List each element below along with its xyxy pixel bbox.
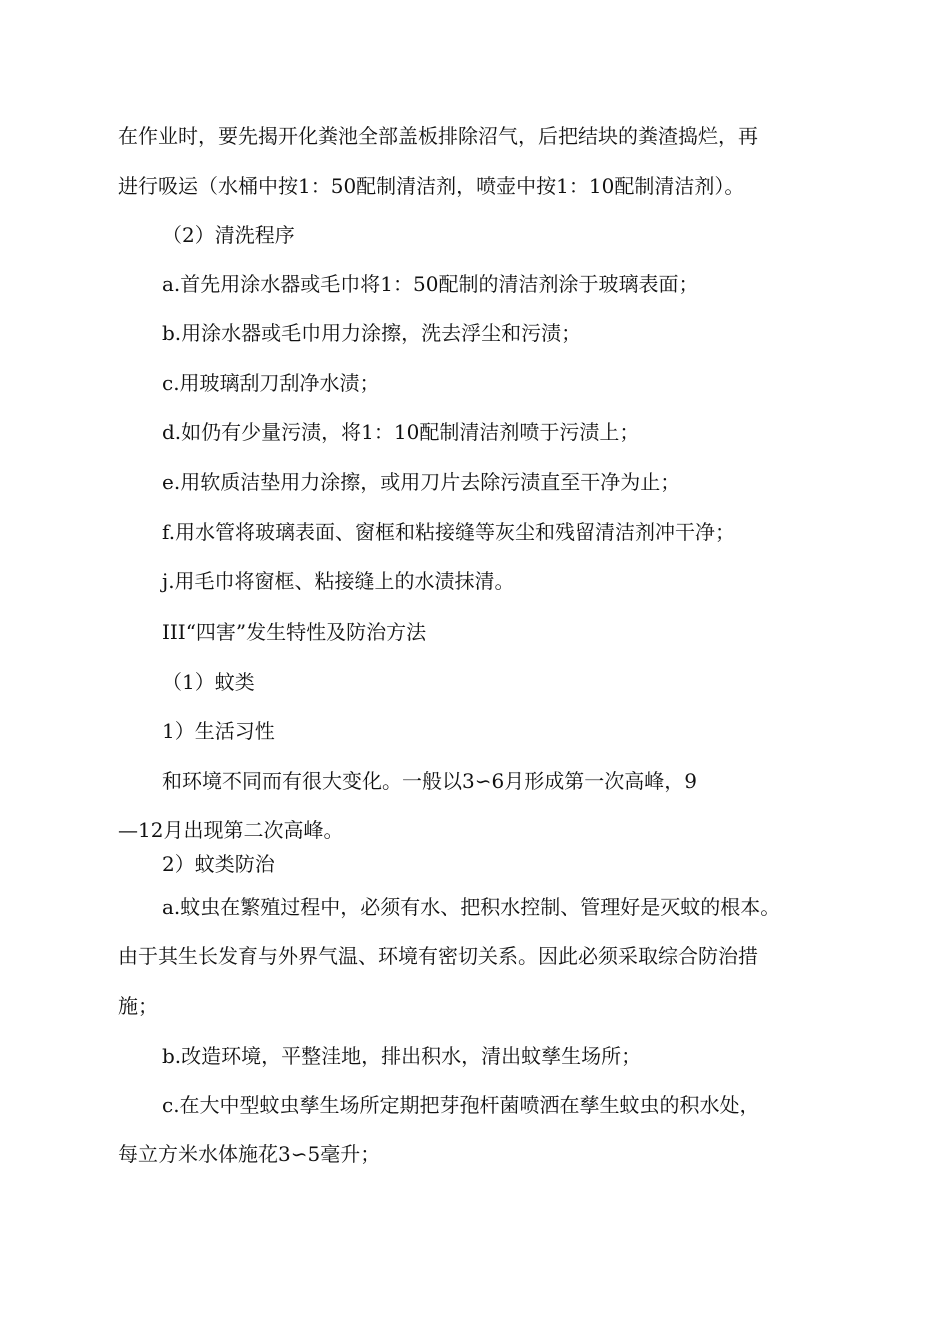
section-heading: （1）蚊类 [162, 670, 255, 694]
paragraph-line: 进行吸运（水桶中按1：50配制清洁剂，喷壶中按1：10配制清洁剂）。 [118, 174, 745, 198]
paragraph-line: 由于其生长发育与外界气温、环境有密切关系。因此必须采取综合防治措 [118, 944, 758, 968]
list-item: a.首先用涂水器或毛巾将1：50配制的清洁剂涂于玻璃表面； [162, 272, 699, 296]
paragraph-line: 施； [118, 994, 158, 1018]
list-item: c.在大中型蚊虫孳生场所定期把芽孢杆菌喷洒在孳生蚊虫的积水处， [162, 1093, 760, 1117]
list-item: c.用玻璃刮刀刮净水渍； [162, 371, 380, 395]
list-item: b.用涂水器或毛巾用力涂擦，洗去浮尘和污渍； [162, 321, 582, 345]
list-item: a.蚊虫在繁殖过程中，必须有水、把积水控制、管理好是灭蚊的根本。 [162, 895, 781, 919]
paragraph-line: 和环境不同而有很大变化。一般以3∽6月形成第一次高峰，9 [162, 769, 697, 793]
paragraph-line: 每立方米水体施花3∽5毫升； [118, 1142, 381, 1166]
list-item: e.用软质洁垫用力涂擦，或用刀片去除污渍直至干净为止； [162, 470, 681, 494]
subsection-heading: 2）蚊类防治 [162, 852, 275, 876]
section-heading: III“四害”发生特性及防治方法 [162, 620, 427, 644]
list-item: b.改造环境，平整洼地，排出积水，清出蚊孳生场所； [162, 1044, 642, 1068]
list-item: j.用毛巾将窗框、粘接缝上的水渍抹清。 [162, 569, 515, 593]
subsection-heading: 1）生活习性 [162, 719, 275, 743]
list-item: f.用水管将玻璃表面、窗框和粘接缝等灰尘和残留清洁剂冲干净； [162, 520, 736, 544]
list-item: d.如仍有少量污渍，将1：10配制清洁剂喷于污渍上； [162, 420, 640, 444]
section-heading: （2）清洗程序 [162, 223, 295, 247]
paragraph-line: —12月出现第二次高峰。 [118, 818, 344, 842]
paragraph-line: 在作业时，要先揭开化粪池全部盖板排除沼气，后把结块的粪渣捣烂，再 [118, 124, 758, 148]
